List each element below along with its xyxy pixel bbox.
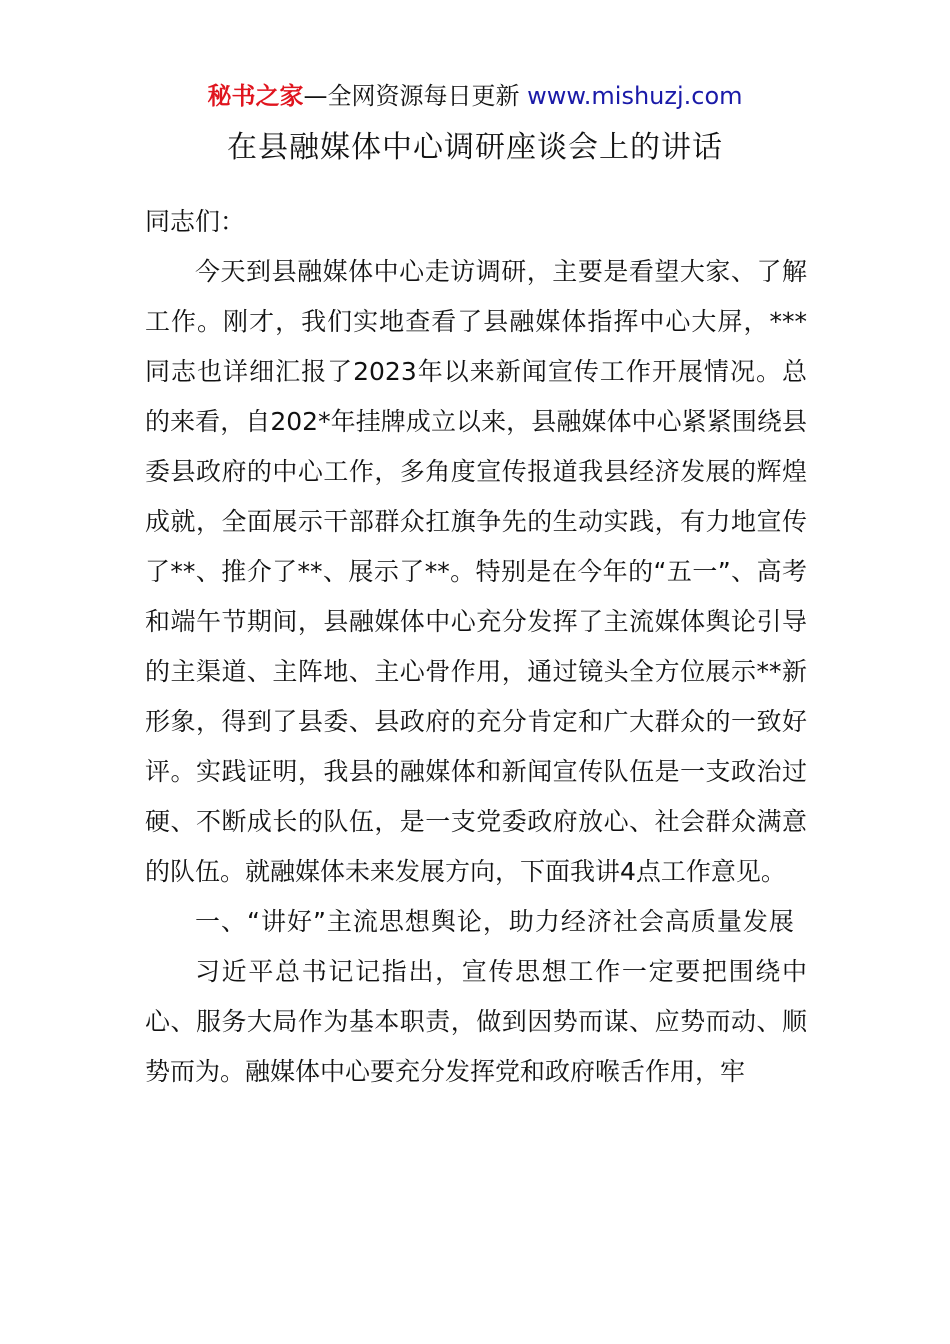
site-header [0, 80, 950, 112]
document-body [145, 197, 807, 1097]
section-heading: 一、“讲好”主流思想舆论，助力经济社会高质量发展 [195, 907, 795, 936]
site-brand: 秘书之家 [207, 82, 304, 110]
salutation: 同志们： [145, 207, 246, 236]
site-url-link[interactable]: www.mishuzj.com [527, 82, 743, 110]
body-paragraph: 今天到县融媒体中心走访调研，主要是看望大家、了解工作。刚才，我们实地查看了县融媒体指挥中心大屏，***同志也详细汇报了2023年以来新闻宣传工作开展情况。总的来看，自202*年挂牌成立以来，县融媒体中心紧紧围绕县委县政府的中心工作，多角度宣传报道我县经济发展的辉煌成就，全面展示干部群众扛旗争先的生动实践，有力地宣传了**、推介了**、展示了**。特别是在今年的“五一”、高考和端午节期间，县融媒体中心充分发挥了主流媒体舆论引导的主渠道、主阵地、主心骨作用，通过镜头全方位展示**新形象，得到了县委、县政府的充分肯定和广大群众的一致好评。实践证明，我县的融媒体和新闻宣传队伍是一支政治过硬、不断成长的队伍，是一支党委政府放心、社会群众满意的队伍。就融媒体未来发展方向，下面我讲4点工作意见。 [145, 257, 807, 886]
document-title: 在县融媒体中心调研座谈会上的讲话 [227, 130, 723, 165]
section-paragraph: 习近平总书记记指出，宣传思想工作一定要把围绕中心、服务大局作为基本职责，做到因势而谋、应势而动、顺势而为。融媒体中心要充分发挥党和政府喉舌作用，牢 [145, 957, 807, 1086]
site-tagline: —全网资源每日更新 [303, 82, 520, 110]
